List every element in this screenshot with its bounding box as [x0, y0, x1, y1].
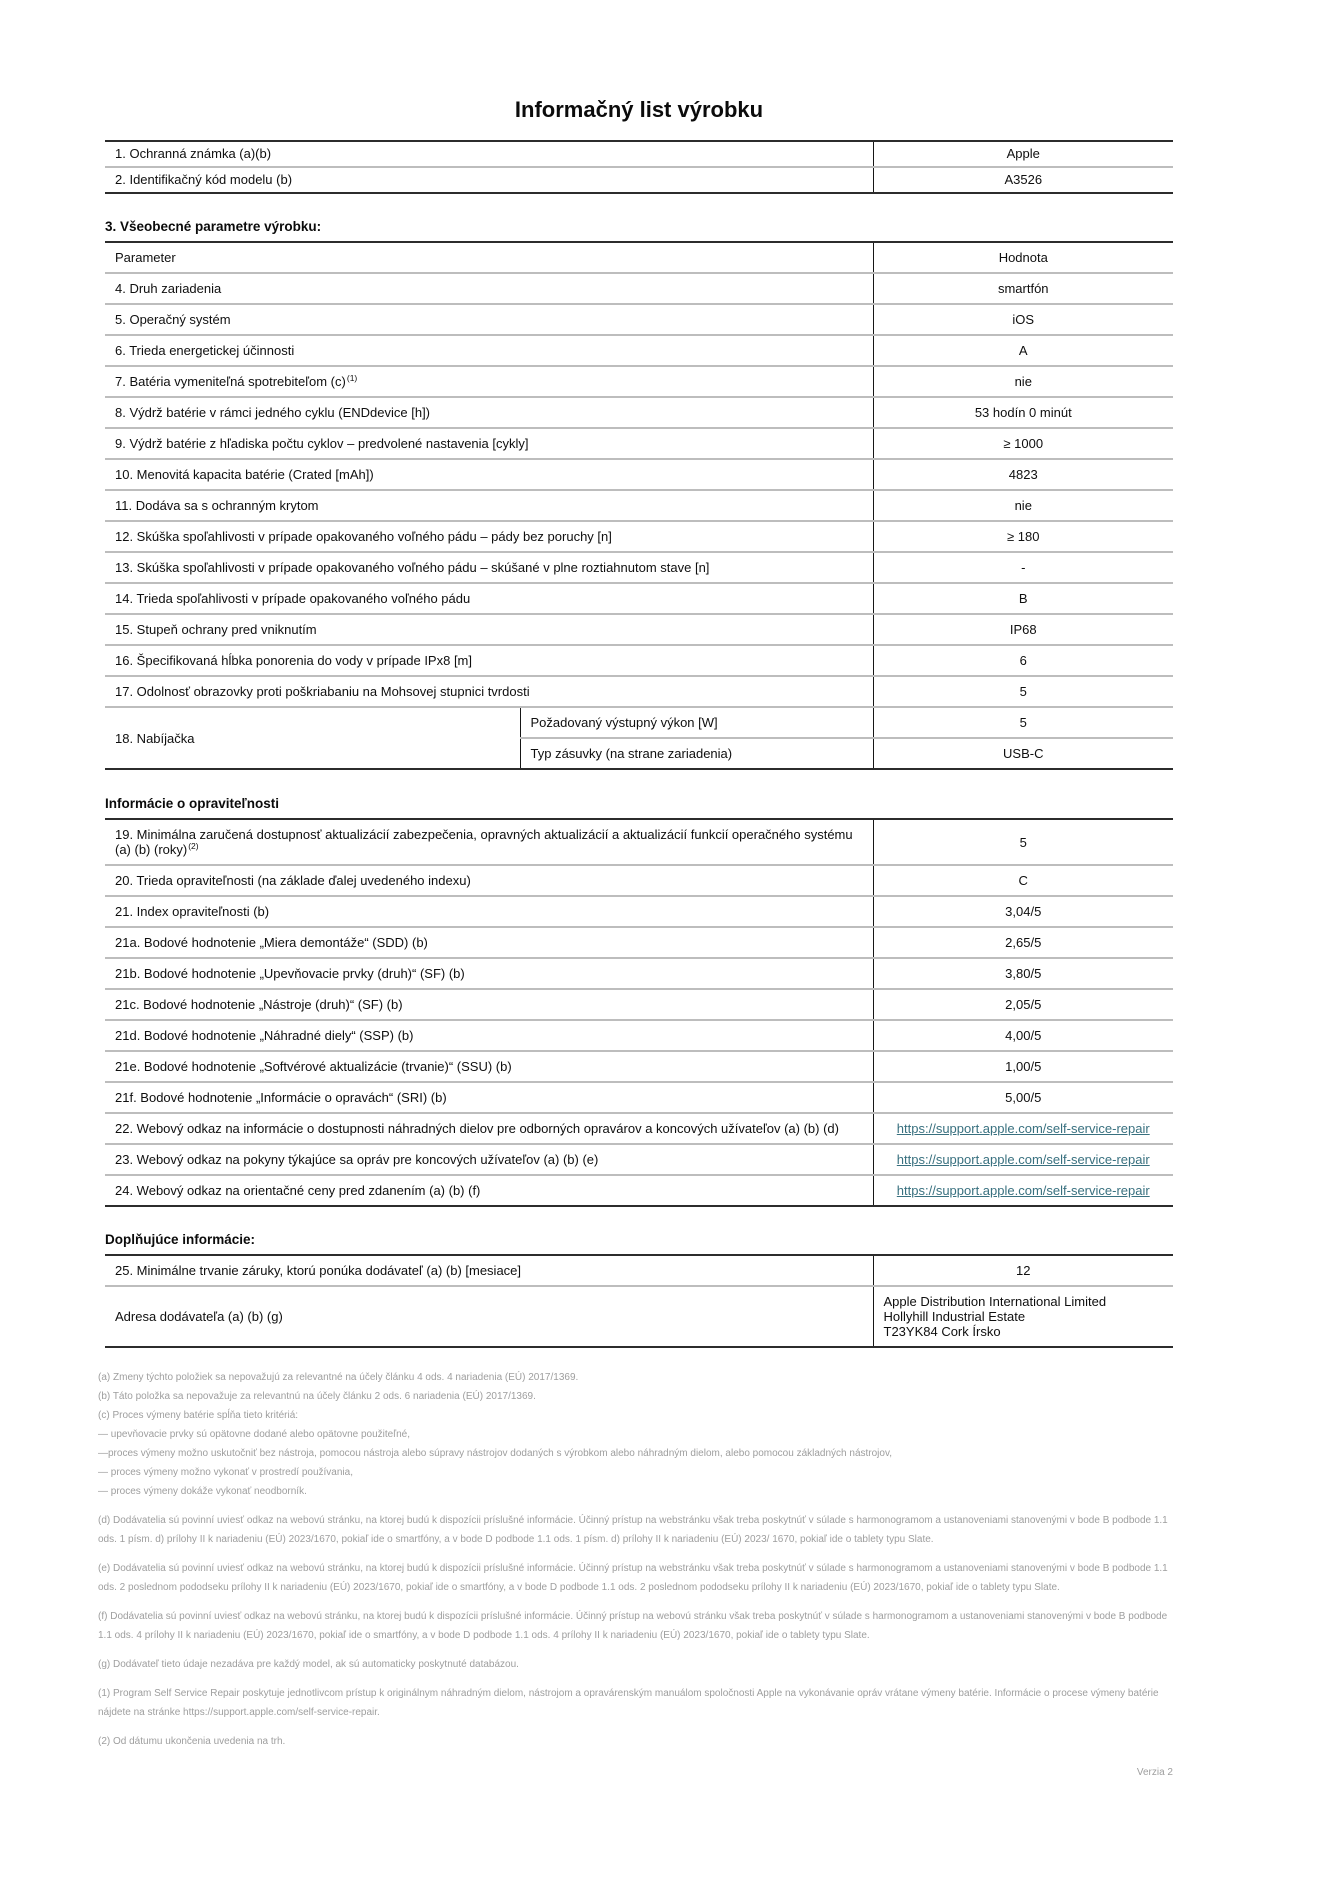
row-label: 9. Výdrž batérie z hľadiska počtu cyklov – predvolené nastavenia [cykly]: [105, 428, 873, 459]
row-value: iOS: [873, 304, 1173, 335]
footnote-ref-2: (2): [188, 840, 199, 851]
table-row: [105, 1113, 1173, 1144]
column-header-value: Hodnota: [873, 242, 1173, 273]
footnote-ref-1: (1): [346, 372, 358, 383]
row-label: 17. Odolnosť obrazovky proti poškriabaniu na Mohsovej stupnici tvrdosti: [105, 676, 873, 707]
row-label: 21b. Bodové hodnotenie „Upevňovacie prvky (druh)“ (SF) (b): [105, 958, 873, 989]
row-label: 4. Druh zariadenia: [105, 273, 873, 304]
row-label: 24. Webový odkaz na orientačné ceny pred zdanením (a) (b) (f): [105, 1175, 873, 1206]
row-label: 25. Minimálne trvanie záruky, ktorú ponúka dodávateľ (a) (b) [mesiace]: [115, 1263, 522, 1278]
row-value: USB-C: [873, 738, 1173, 769]
table-row: [105, 1144, 1173, 1175]
address-line: T23YK84 Cork Írsko: [883, 1324, 1001, 1339]
table-row: [105, 167, 1173, 193]
general-parameters-table: [105, 241, 1173, 770]
row-label: 19. Minimálna zaručená dostupnosť aktualizácií zabezpečenia, opravných aktualizácií a aktualizácií funkcií operačného systému (a) (b) (roky)$^{(2)}$: [115, 827, 853, 857]
row-label: 21. Index opraviteľnosti (b): [105, 896, 873, 927]
row-value: 2,05/5: [873, 989, 1173, 1020]
row-label: 14. Trieda spoľahlivosti v prípade opakovaného voľného pádu: [105, 583, 873, 614]
table-row: [105, 819, 1173, 865]
row-value: [873, 1144, 1173, 1175]
table-row: [105, 1020, 1173, 1051]
row-value: A3526: [873, 167, 1173, 193]
table-row: [105, 273, 1173, 304]
address-line: Apple Distribution International Limited: [883, 1294, 1107, 1309]
table-row: [105, 958, 1173, 989]
repairability-table: [105, 818, 1173, 1207]
row-value: -: [873, 552, 1173, 583]
row-label: 6. Trieda energetickej účinnosti: [105, 335, 873, 366]
footnote-c: (c) Proces výmeny batérie spĺňa tieto kritériá:: [98, 1410, 299, 1421]
row-label: 11. Dodáva sa s ochranným krytom: [105, 490, 873, 521]
row-value: 12: [873, 1255, 1173, 1286]
row-value: ≥ 180: [873, 521, 1173, 552]
supplier-address: [873, 1286, 1173, 1347]
row-label: 13. Skúška spoľahlivosti v prípade opakovaného voľného pádu – skúšané v plne roztiahnutom stave [n]: [105, 552, 873, 583]
row-label: 10. Menovitá kapacita batérie (Crated [mAh]): [105, 459, 873, 490]
table-row: [105, 1175, 1173, 1206]
table-row: [105, 676, 1173, 707]
page-title: Informačný list výrobku: [514, 97, 764, 122]
row-label: 16. Špecifikovaná hĺbka ponorenia do vody v prípade IPx8 [m]: [105, 645, 873, 676]
table-row: [105, 1082, 1173, 1113]
footnote-g: (g) Dodávateľ tieto údaje nezadáva pre každý model, ak sú automaticky poskytnuté databázou.: [98, 1659, 519, 1670]
row-value: 1,00/5: [873, 1051, 1173, 1082]
row-value: [873, 1175, 1173, 1206]
row-label: 23. Webový odkaz na pokyny týkajúce sa opráv pre koncových užívateľov (a) (b) (e): [105, 1144, 873, 1175]
table-row: [105, 1051, 1173, 1082]
charger-sub-label: Požadovaný výstupný výkon [W]: [520, 707, 873, 738]
row-label: 21a. Bodové hodnotenie „Miera demontáže“ (SDD) (b): [105, 927, 873, 958]
row-label: 1. Ochranná známka (a)(b): [115, 146, 272, 161]
table-row: [105, 1255, 1173, 1286]
address-line: Hollyhill Industrial Estate: [883, 1309, 1026, 1324]
row-label: 15. Stupeň ochrany pred vniknutím: [105, 614, 873, 645]
row-label: 5. Operačný systém: [105, 304, 873, 335]
footnote-1: (1) Program Self Service Repair poskytuje jednotlivcom prístup k originálnym náhradným dielom, nástrojom a opravárenským manuálom spoločnosti Apple na vykonávanie opráv vrátane výmeny batérie. Informácie o procese výmeny batérie nájdete na stránke https://support.apple.com/self-service-repair.: [98, 1688, 1159, 1718]
row-value: IP68: [873, 614, 1173, 645]
section-heading-additional: Doplňujúce informácie:: [105, 1232, 256, 1247]
row-label: 21c. Bodové hodnotenie „Nástroje (druh)“ (SF) (b): [105, 989, 873, 1020]
row-label: 22. Webový odkaz na informácie o dostupnosti náhradných dielov pre odborných opravárov a koncových užívateľov (a) (b) (d): [105, 1113, 873, 1144]
row-value: A: [873, 335, 1173, 366]
version-label: Verzia 2: [1136, 1767, 1173, 1778]
footnote-c-item: —proces výmeny možno uskutočniť bez nástroja, pomocou nástroja alebo súpravy nástrojov dodaných s výrobkom alebo náhradným dielom, alebo pomocou základných nástrojov,: [98, 1448, 892, 1459]
row-value: nie: [873, 366, 1173, 397]
table-row: [105, 397, 1173, 428]
footnote-a: (a) Zmeny týchto položiek sa nepovažujú za relevantné na účely článku 4 ods. 4 nariadenia (EÚ) 2017/1369.: [98, 1372, 579, 1383]
table-row: [105, 583, 1173, 614]
table-row: [105, 552, 1173, 583]
row-value: 53 hodín 0 minút: [873, 397, 1173, 428]
footnote-b: (b) Táto položka sa nepovažuje za relevantnú na účely článku 2 ods. 6 nariadenia (EÚ) 2017/1369.: [98, 1391, 536, 1402]
table-row: [105, 927, 1173, 958]
row-label: 21f. Bodové hodnotenie „Informácie o opravách“ (SRI) (b): [105, 1082, 873, 1113]
row-value: [873, 1113, 1173, 1144]
footnotes: [98, 1368, 1180, 1751]
table-row: [105, 521, 1173, 552]
row-value: 4823: [873, 459, 1173, 490]
support-link[interactable]: https://support.apple.com/self-service-repair: [896, 1183, 1150, 1198]
footnote-2: (2) Od dátumu ukončenia uvedenia na trh.: [98, 1736, 286, 1747]
section-heading-repairability: Informácie o opraviteľnosti: [105, 796, 279, 811]
row-label: 12. Skúška spoľahlivosti v prípade opakovaného voľného pádu – pády bez poruchy [n]: [105, 521, 873, 552]
charger-sub-label: Typ zásuvky (na strane zariadenia): [520, 738, 873, 769]
row-label: 18. Nabíjačka: [105, 707, 520, 769]
support-link[interactable]: https://support.apple.com/self-service-repair: [896, 1121, 1150, 1136]
additional-info-table: [105, 1254, 1173, 1348]
row-value: 4,00/5: [873, 1020, 1173, 1051]
row-label: 2. Identifikačný kód modelu (b): [105, 167, 873, 193]
row-value: smartfón: [873, 273, 1173, 304]
table-row: [105, 459, 1173, 490]
row-label: 21d. Bodové hodnotenie „Náhradné diely“ (SSP) (b): [105, 1020, 873, 1051]
row-value: 3,04/5: [873, 896, 1173, 927]
table-row: [105, 490, 1173, 521]
table-row-charger: [105, 707, 1173, 738]
row-label: Adresa dodávateľa (a) (b) (g): [105, 1286, 873, 1347]
footnote-c-item: — proces výmeny možno vykonať v prostredí používania,: [98, 1467, 353, 1478]
footnote-f: (f) Dodávatelia sú povinní uviesť odkaz na webovú stránku, na ktorej budú k dispozícii príslušné informácie. Účinný prístup na webovú stránku však treba poskytnúť v súlade s harmonogramom a ustanoveniami stanovenými v bode B podbode 1.1 ods. 4 prílohy II k nariadeniu (EÚ) 2023/1670, pokiaľ ide o smartfóny, a v bode D podbode 1.1 ods. 4 prílohy II k nariadeniu (EÚ) 2023/1670, pokiaľ ide o tablety typu Slate.: [98, 1611, 1168, 1641]
table-row: [105, 304, 1173, 335]
row-value: B: [873, 583, 1173, 614]
row-label: 8. Výdrž batérie v rámci jedného cyklu (ENDdevice [h]): [105, 397, 873, 428]
row-value: nie: [873, 490, 1173, 521]
footnote-c-item: — proces výmeny dokáže vykonať neodborník.: [98, 1486, 307, 1497]
footnote-d: (d) Dodávatelia sú povinní uviesť odkaz na webovú stránku, na ktorej budú k dispozícii príslušné informácie. Účinný prístup na webstránku však treba poskytnúť v súlade s harmonogramom a ustanoveniami stanovenými v bode B podbode 1.1 ods. 1 písm. d) prílohy II k nariadeniu (EÚ) 2023/1670, pokiaľ ide o smartfóny, a v bode D podbode 1.1 ods. 1 písm. d) prílohy II k nariadeniu (EÚ) 2023/ 1670, pokiaľ ide o tablety typu Slate.: [98, 1515, 1168, 1545]
row-value: 5: [873, 707, 1173, 738]
footnote-e: (e) Dodávatelia sú povinní uviesť odkaz na webovú stránku, na ktorej budú k dispozícii príslušné informácie. Účinný prístup na webstránku však treba poskytnúť v súlade s harmonogramom a ustanoveniami stanovenými v bode B podbode 1.1 ods. 2 poslednom pododseku prílohy II k nariadeniu (EÚ) 2023/1670, pokiaľ ide o smartfóny, a v bode D podbode 1.1 ods. 2 poslednom pododseku prílohy II k nariadeniu (EÚ) 2023/1670, pokiaľ ide o tablety typu Slate.: [98, 1563, 1168, 1593]
product-id-table: [105, 140, 1173, 194]
row-label: 7. Batéria vymeniteľná spotrebiteľom (c)$^{(1)}$: [105, 366, 873, 397]
footnote-c-item: — upevňovacie prvky sú opätovne dodané alebo opätovne použiteľné,: [98, 1429, 411, 1440]
table-row: [105, 428, 1173, 459]
table-row: [105, 335, 1173, 366]
row-value: ≥ 1000: [873, 428, 1173, 459]
row-value: 3,80/5: [873, 958, 1173, 989]
row-label: 20. Trieda opraviteľnosti (na základe ďalej uvedeného indexu): [105, 865, 873, 896]
support-link[interactable]: https://support.apple.com/self-service-repair: [896, 1152, 1150, 1167]
table-row: [105, 614, 1173, 645]
section-heading-general: 3. Všeobecné parametre výrobku:: [105, 219, 322, 234]
row-value: 6: [873, 645, 1173, 676]
table-row: [105, 989, 1173, 1020]
table-row: [105, 366, 1173, 397]
table-row: [105, 645, 1173, 676]
table-row: [105, 865, 1173, 896]
table-header-row: [105, 242, 1173, 273]
row-label: 21e. Bodové hodnotenie „Softvérové aktualizácie (trvanie)“ (SSU) (b): [105, 1051, 873, 1082]
row-value: 5: [873, 676, 1173, 707]
table-row: [105, 896, 1173, 927]
row-value: Apple: [873, 141, 1173, 167]
row-value: 2,65/5: [873, 927, 1173, 958]
row-value: C: [873, 865, 1173, 896]
column-header-parameter: Parameter: [115, 250, 176, 265]
row-value: 5,00/5: [873, 1082, 1173, 1113]
table-row: [105, 141, 1173, 167]
table-row: [105, 1286, 1173, 1347]
row-value: 5: [873, 819, 1173, 865]
